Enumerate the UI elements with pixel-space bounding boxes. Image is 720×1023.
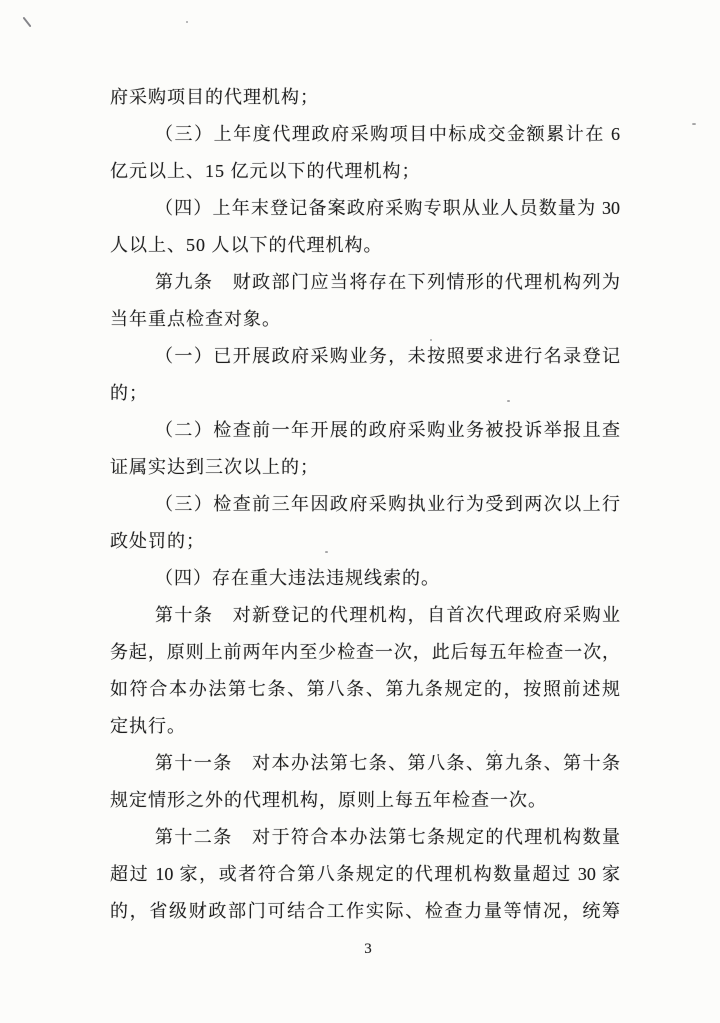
- text-line: 的；: [110, 383, 148, 403]
- scan-scratch: [23, 17, 32, 28]
- text-line: （二）检查前一年开展的政府采购业务被投诉举报且查: [155, 420, 620, 440]
- document-text-block: [110, 79, 620, 930]
- text-line: 规定情形之外的代理机构，原则上每五年检查一次。: [110, 790, 547, 810]
- text-line: 第九条 财政部门应当将存在下列情形的代理机构列为: [155, 272, 620, 292]
- text-line: 人以上、50 人以下的代理机构。: [110, 235, 383, 255]
- text-line: 政处罚的；: [110, 531, 205, 551]
- text-line: （四）存在重大违法违规线索的。: [155, 568, 440, 588]
- text-line: 第十二条 对于符合本办法第七条规定的代理机构数量: [155, 827, 620, 847]
- text-line: 亿元以上、15 亿元以下的代理机构；: [110, 161, 421, 181]
- text-line: 证属实达到三次以上的；: [110, 457, 319, 477]
- text-line: （三）上年度代理政府采购项目中标成交金额累计在 6: [155, 124, 620, 144]
- page-number: 3: [364, 941, 372, 957]
- scan-speck: [186, 21, 188, 23]
- text-line: 府采购项目的代理机构；: [110, 87, 319, 107]
- text-line: 第十条 对新登记的代理机构，自首次代理政府采购业: [155, 605, 620, 625]
- text-line: 超过 10 家，或者符合第八条规定的代理机构数量超过 30 家: [110, 864, 620, 884]
- text-line: 的，省级财政部门可结合工作实际、检查力量等情况，统筹: [110, 901, 620, 921]
- text-line: （一）已开展政府采购业务，未按照要求进行名录登记: [155, 346, 620, 366]
- text-line: 定执行。: [110, 716, 186, 736]
- scan-speck: [692, 123, 696, 125]
- text-line: （四）上年末登记备案政府采购专职从业人员数量为 30: [155, 198, 620, 218]
- text-line: 当年重点检查对象。: [110, 309, 281, 329]
- text-line: 如符合本办法第七条、第八条、第九条规定的，按照前述规: [110, 679, 620, 699]
- text-line: 务起，原则上前两年内至少检查一次，此后每五年检查一次，: [110, 642, 620, 662]
- text-line: （三）检查前三年因政府采购执业行为受到两次以上行: [155, 494, 620, 514]
- text-line: 第十一条 对本办法第七条、第八条、第九条、第十条: [155, 753, 620, 773]
